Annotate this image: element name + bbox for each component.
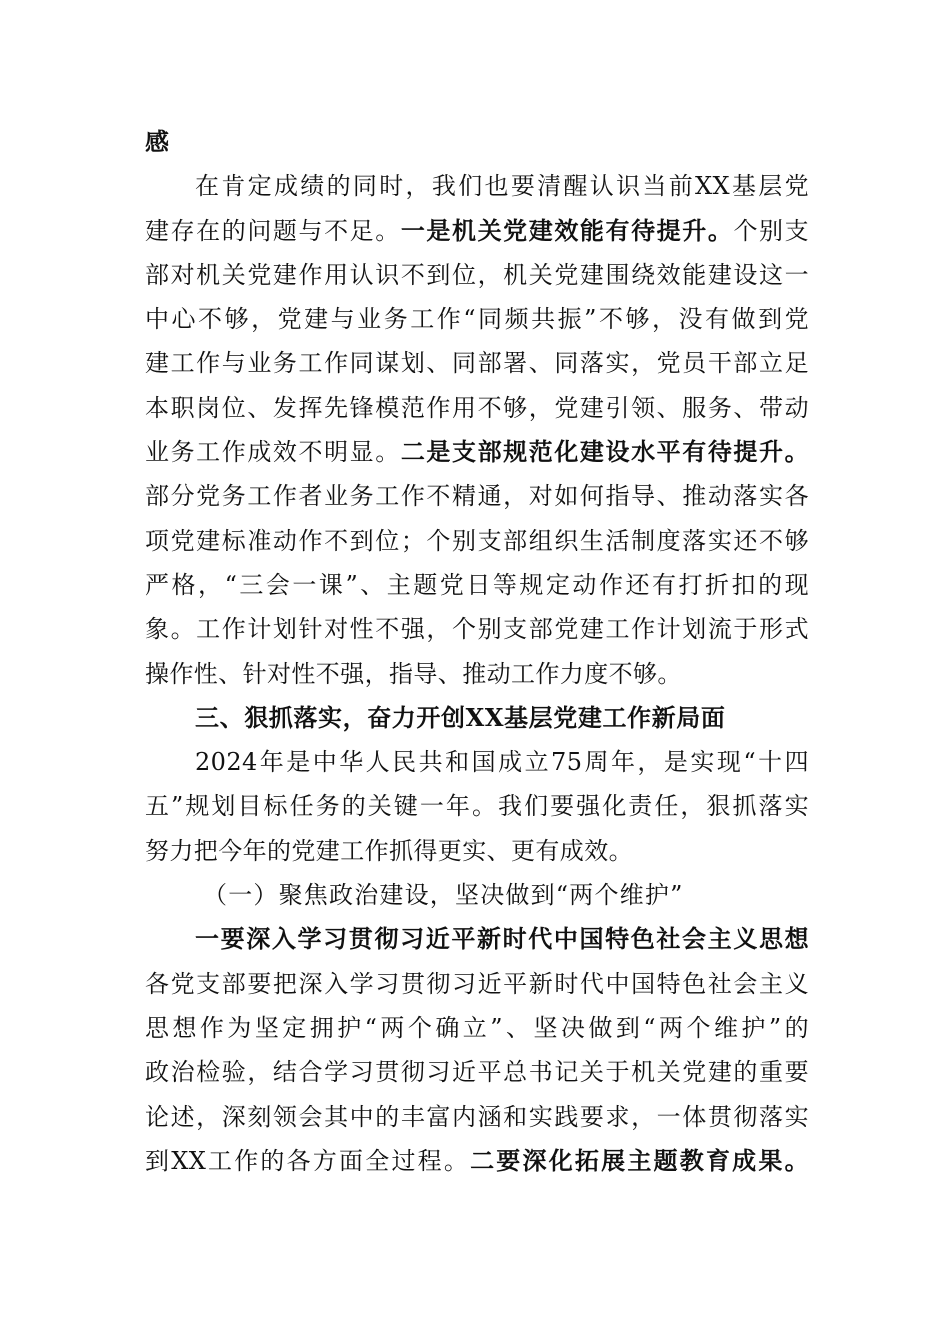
text-line [145, 829, 809, 873]
section-heading [145, 696, 809, 740]
line-text: 思想作为坚定拥护“两个确立”、坚决做到“两个维护”的 [145, 1013, 809, 1042]
line-text: 中心不够，党建与业务工作“同频共振”不够，没有做到党 [145, 305, 809, 334]
text-line [145, 430, 809, 474]
paragraph-first-line [145, 164, 809, 208]
line-text: 项党建标准动作不到位；个别支部组织生活制度落实还不够 [145, 526, 809, 555]
line-text: 到XX工作的各方面全过程。 [145, 1146, 471, 1175]
text-line [145, 386, 809, 430]
bold-point-title: 一要深入学习贯彻习近平新时代中国特色社会主义思想 [195, 924, 809, 954]
bold-point-line [145, 917, 809, 961]
line-text: 业务工作成效不明显。 [145, 438, 401, 467]
line-text: 操作性、针对性不强，指导、推动工作力度不够。 [145, 659, 682, 688]
line-text: 政治检验，结合学习贯彻习近平总书记关于机关党建的重要 [145, 1058, 809, 1087]
heading-text: 三、狠抓落实，奋力开创XX基层党建工作新局面 [195, 702, 726, 732]
line-text: 部分党务工作者业务工作不精通，对如何指导、推动落实各 [145, 482, 809, 511]
bold-point-title: 二是支部规范化建设水平有待提升。 [400, 437, 809, 467]
line-text: 严格，“三会一课”、主题党日等规定动作还有打折扣的现 [145, 570, 809, 599]
text-line [145, 341, 809, 385]
subsection-heading [145, 873, 809, 917]
line-text: 在肯定成绩的同时，我们也要清醒认识当前XX基层党 [195, 172, 809, 201]
line-text: 建存在的问题与不足。 [145, 216, 401, 245]
text-line [145, 607, 809, 651]
text-line [145, 784, 809, 828]
text-line [145, 297, 809, 341]
text-line [145, 1139, 809, 1183]
text-line [145, 253, 809, 297]
text-line [145, 563, 809, 607]
text-line [145, 962, 809, 1006]
line-text: 努力把今年的党建工作抓得更实、更有成效。 [145, 836, 633, 865]
paragraph-first-line [145, 740, 809, 784]
line-text: 建工作与业务工作同谋划、同部署、同落实，党员干部立足 [145, 349, 809, 378]
bold-point-title: 二要深化拓展主题教育成果。 [470, 1145, 810, 1175]
text-line [145, 209, 809, 253]
text-line [145, 519, 809, 563]
line-text: 象。工作计划针对性不强，个别支部党建工作计划流于形式 [145, 615, 809, 644]
text-line [145, 652, 809, 696]
line-text: 部对机关党建作用认识不到位，机关党建围绕效能建设这一 [145, 260, 809, 289]
line-text: 本职岗位、发挥先锋模范作用不够，党建引领、服务、带动 [145, 393, 809, 422]
line-text: 2024年是中华人民共和国成立75周年，是实现“十四 [195, 748, 809, 777]
text-line [145, 1006, 809, 1050]
text-line [145, 1050, 809, 1094]
text-line [145, 474, 809, 518]
text-line [145, 120, 809, 164]
document-page [145, 120, 809, 1183]
line-text: 感 [145, 127, 170, 156]
bold-point-title: 一是机关党建效能有待提升。 [400, 215, 734, 245]
line-text: 个别支 [733, 216, 810, 245]
text-line [145, 1095, 809, 1139]
line-text: 各党支部要把深入学习贯彻习近平新时代中国特色社会主义 [145, 969, 809, 998]
line-text: 五”规划目标任务的关键一年。我们要强化责任，狠抓落实 [145, 792, 809, 821]
line-text: 论述，深刻领会其中的丰富内涵和实践要求，一体贯彻落实 [145, 1102, 809, 1131]
heading-text: （一）聚焦政治建设，坚决做到“两个维护” [203, 881, 684, 910]
